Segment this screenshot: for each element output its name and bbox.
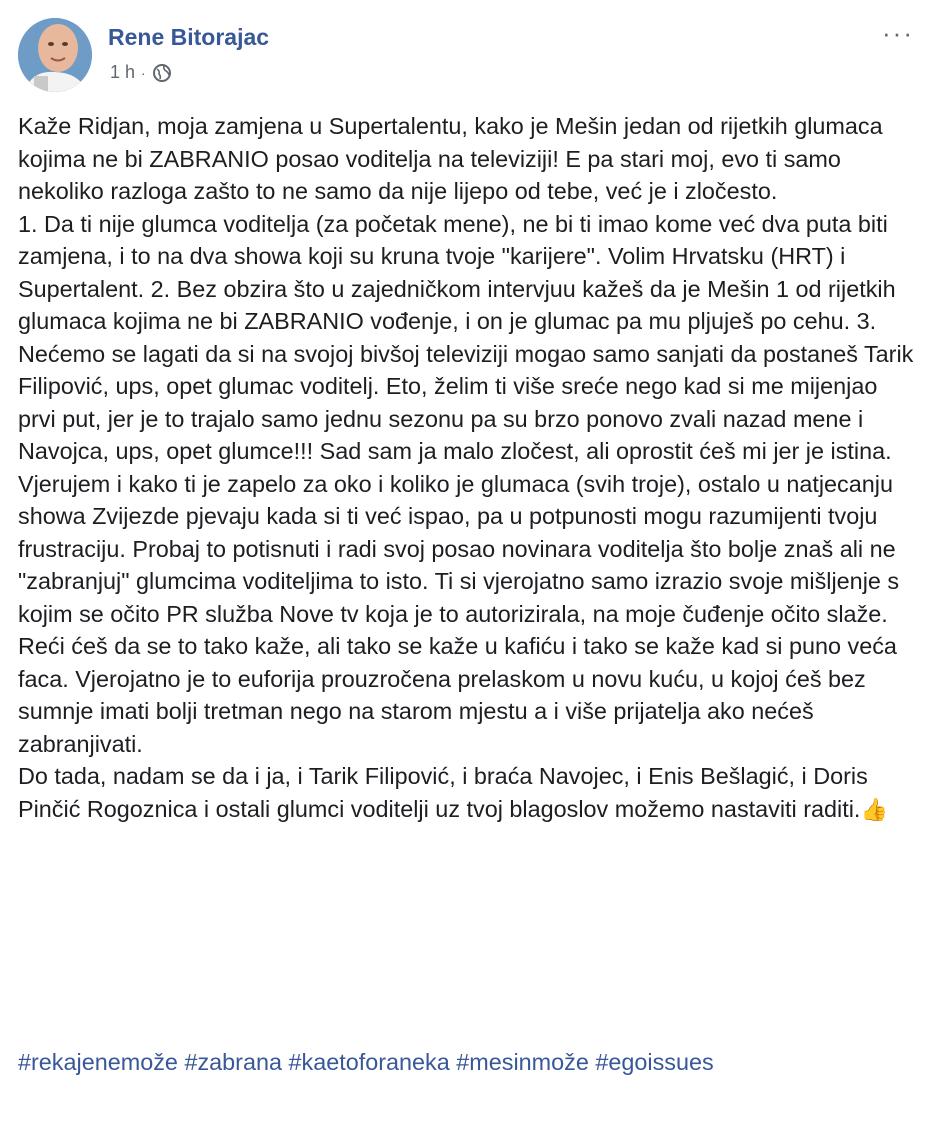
author-avatar[interactable] (18, 18, 92, 92)
globe-icon[interactable] (152, 63, 172, 83)
hashtag-link[interactable]: #rekajenemože (18, 1049, 178, 1075)
hashtag-link[interactable]: #egoissues (595, 1049, 714, 1075)
hashtag-link[interactable]: #zabrana (184, 1049, 282, 1075)
more-options-icon[interactable]: ··· (882, 18, 914, 48)
post-body-text: Kaže Ridjan, moja zamjena u Supertalentu, kako je Mešin jedan od rijetkih glumaca kojima ne bi ZABRANIO posao voditelja na televiziji! E pa stari moj, evo ti samo nekoliko razloga zašto to ne samo da nije lijepo od tebe, već je i zločesto. 1. Da ti nije glumca voditelja (za početak mene), ne bi ti imao kome već dva puta biti zamjena, i to na dva showa koji su kruna tvoje "karijere". Volim Hrvatsku (HRT) i Supertalent. 2. Bez obzira što u zajedničkom intervjuu kažeš da je Mešin 1 od rijetkih glumaca kojima ne bi ZABRANIO vođenje, i on je glumac pa mu pljuješ po cehu. 3. Nećemo se lagati da si na svojoj bivšoj televiziji mogao samo sanjati da postaneš Tarik Filipović, ups, opet glumac voditelj. Eto, želim ti više sreće nego kad si me mijenjao prvi put, jer je to trajalo samo jednu sezonu pa su brzo ponovo zvali nazad mene i Navojca, ups, opet glumce!!! Sad sam ja malo zločest, ali oprostit ćeš mi jer je istina. Vjerujem i kako ti je zapelo za oko i koliko je glumaca (svih troje), ostalo u natjecanju showa Zvijezde pjevaju kada si ti već ispao, pa u potpunosti mogu razumijenti tvoju frustraciju. Probaj to potisnuti i radi svoj posao novinara voditelja što bolje znaš ali ne "zabranjuj" glumcima voditeljima to isto. Ti si vjerojatno samo izrazio svoje mišljenje s kojim se očito PR služba Nove tv koja je to autorizirala, na moje čuđenje očito slaže. Reći ćeš da se to tako kaže, ali tako se kaže u kafiću i tako se kaže kad si puno veća faca. Vjerojatno je to euforija prouzročena prelaskom u novu kuću, u kojoj ćeš bez sumnje imati bolji tretman nego na starom mjestu a i više prijatelja ako nećeš zabranjivati. Do tada, nadam se da i ja, i Tarik Filipović, i braća Navojec, i Enis Bešlagić, i Doris Pinčić Rogoznica i ostali glumci voditelji uz tvoj blagoslov možemo nastaviti raditi. (18, 113, 914, 822)
hashtag-link[interactable]: #kaetoforaneka (288, 1049, 450, 1075)
avatar-portrait-icon (18, 18, 92, 92)
post-header (18, 16, 922, 96)
post-body (18, 110, 918, 826)
post-meta (110, 62, 172, 83)
hashtag-link[interactable]: #mesinmože (456, 1049, 589, 1075)
author-name-link[interactable]: Rene Bitorajac (108, 24, 270, 50)
hashtag-list (18, 1046, 918, 1078)
meta-separator: · (141, 64, 146, 81)
post-timestamp-link[interactable]: 1 h (110, 62, 136, 82)
thumbs-up-icon: 👍 (860, 796, 888, 822)
